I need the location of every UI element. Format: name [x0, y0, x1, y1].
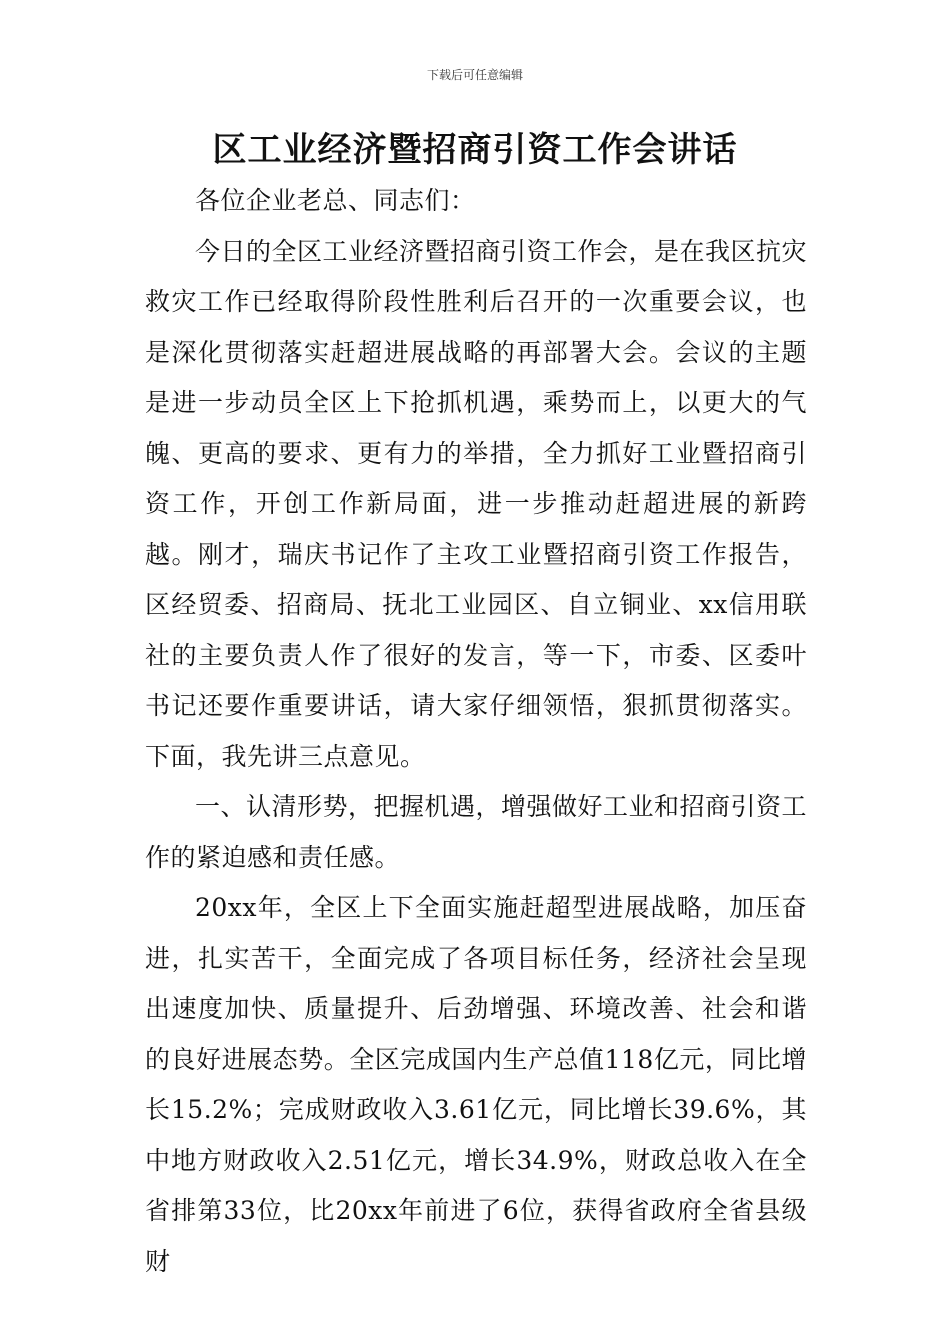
section-heading-paragraph: 一、认清形势，把握机遇，增强做好工业和招商引资工作的紧迫感和责任感。 — [145, 792, 808, 872]
salutation-paragraph: 各位企业老总、同志们： — [195, 186, 476, 215]
body-paragraph: 今日的全区工业经济暨招商引资工作会，是在我区抗灾救灾工作已经取得阶段性胜利后召开的一次重要会议，也是深化贯彻落实赶超进展战略的再部署大会。会议的主题是进一步动员全区上下抢抓机遇，乘势而上，以更大的气魄、更高的要求、更有力的举措，全力抓好工业暨招商引资工作，开创工作新局面，进一步推动赶超进展的新跨越。刚才，瑞庆书记作了主攻工业暨招商引资工作报告，区经贸委、招商局、抚北工业园区、自立铜业、xx信用联社的主要负责人作了很好的发言，等一下，市委、区委叶书记还要作重要讲话，请大家仔细领悟，狠抓贯彻落实。下面，我先讲三点意见。 — [145, 236, 808, 771]
document-body — [145, 176, 807, 1287]
body-paragraph: 20xx年，全区上下全面实施赶超型进展战略，加压奋进，扎实苦干，全面完成了各项目标任务，经济社会呈现出速度加快、质量提升、后劲增强、环境改善、社会和谐的良好进展态势。全区完成国内生产总值118亿元，同比增长15.2%；完成财政收入3.61亿元，同比增长39.6%，其中地方财政收入2.51亿元，增长34.9%，财政总收入在全省排第33位，比20xx年前进了6位，获得省政府全省县级财 — [145, 893, 807, 1276]
document-title: 区工业经济暨招商引资工作会讲话 — [212, 130, 738, 170]
header-note: 下载后可任意编辑 — [426, 68, 523, 82]
